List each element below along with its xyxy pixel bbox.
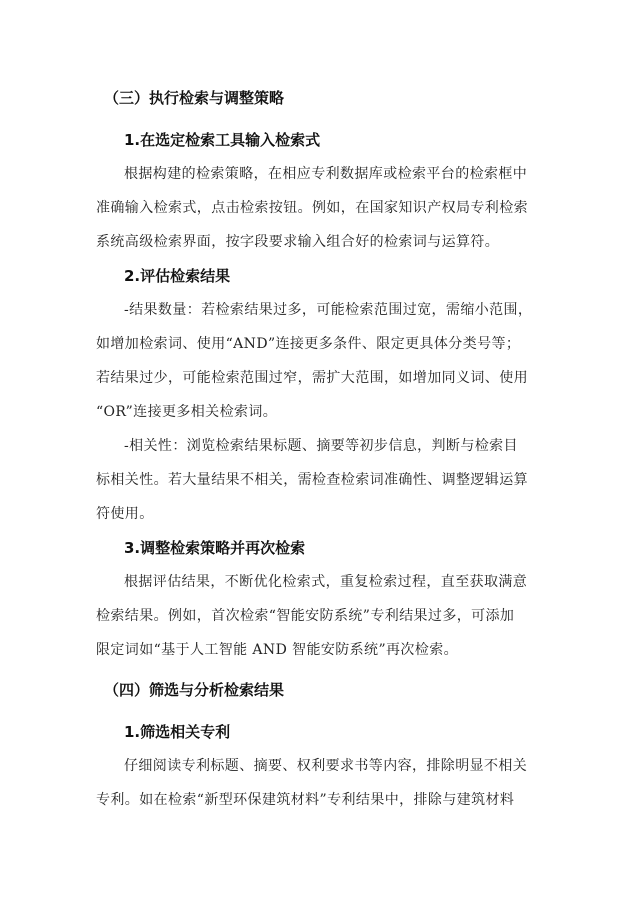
paragraph-line: 专利。如在检索“新型环保建筑材料”专利结果中，排除与建筑材料 [96,792,515,808]
paragraph-line: 系统高级检索界面，按字段要求输入组合好的检索词与运算符。 [96,234,500,250]
paragraph-line: -结果数量：若检索结果过多，可能检索范围过宽，需缩小范围， [124,302,533,318]
subsection-title-3-2: 2.评估检索结果 [124,267,231,285]
paragraph-line: 如增加检索词、使用“AND”连接更多条件、限定更具体分类号等； [96,336,521,352]
paragraph-line: 若结果过少，可能检索范围过窄，需扩大范围，如增加同义词、使用 [96,370,528,386]
paragraph-line: 仔细阅读专利标题、摘要、权利要求书等内容，排除明显不相关 [124,758,528,774]
section-heading-3: （三）执行检索与调整策略 [104,89,285,107]
paragraph-line: “OR”连接更多相关检索词。 [96,404,278,420]
subsection-title-3-3: 3.调整检索策略并再次检索 [124,539,306,557]
subsection-title-4-1: 1.筛选相关专利 [124,723,231,741]
paragraph-line: 标相关性。若大量结果不相关，需检查检索词准确性、调整逻辑运算 [96,472,528,488]
paragraph-line: 符使用。 [96,506,154,522]
paragraph-line: 限定词如“基于人工智能 AND 智能安防系统”再次检索。 [96,642,458,658]
paragraph-line: -相关性：浏览检索结果标题、摘要等初步信息，判断与检索目 [124,438,518,454]
paragraph-line: 准确输入检索式，点击检索按钮。例如，在国家知识产权局专利检索 [96,200,528,216]
paragraph-line: 根据构建的检索策略，在相应专利数据库或检索平台的检索框中 [124,166,528,182]
paragraph-line: 检索结果。例如，首次检索“智能安防系统”专利结果过多，可添加 [96,608,515,624]
section-heading-4: （四）筛选与分析检索结果 [104,681,285,699]
paragraph-line: 根据评估结果，不断优化检索式，重复检索过程，直至获取满意 [124,574,528,590]
subsection-title-3-1: 1.在选定检索工具输入检索式 [124,131,321,149]
